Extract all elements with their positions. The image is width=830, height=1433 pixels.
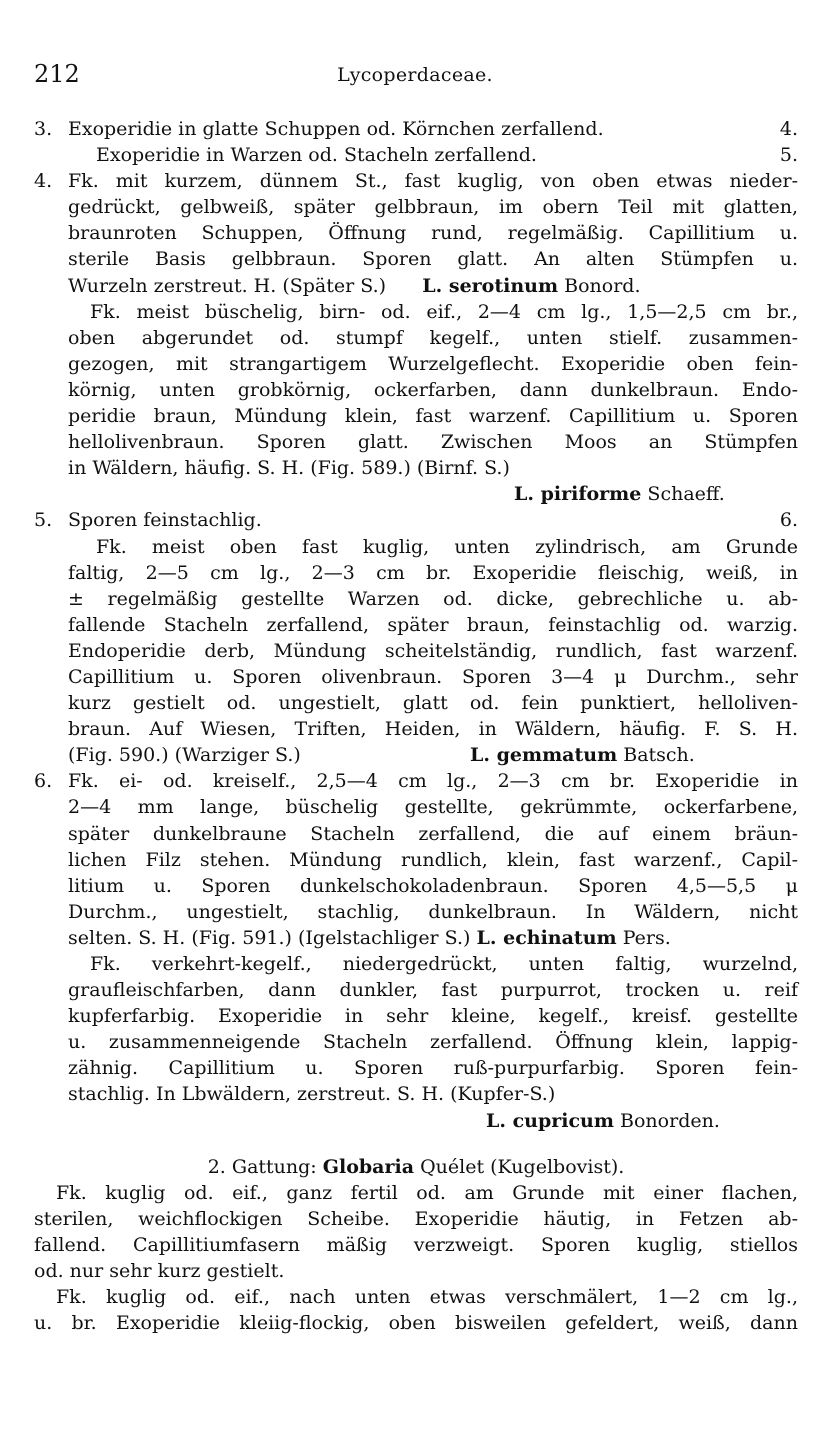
text-line: körnig, unten grobkörnig, ockerfarben, dann dunkelbraun. Endo- [68,378,798,401]
text-line: Durchm., ungestielt, stachlig, dunkelbraun. In Wäldern, nicht [68,900,798,923]
text-line: braunroten Schuppen, Öffnung rund, regelmäßig. Capillitium u. [68,222,798,245]
text-line: Fk. meist oben fast kuglig, unten zylindrisch, am Grunde [96,535,798,558]
text-line: peridie braun, Mündung klein, fast warzenf. Capillitium u. Sporen [68,405,798,428]
text-line: fallend. Capillitiumfasern mäßig verzweigt. Sporen kuglig, stiellos [34,1233,798,1256]
text-line: litium u. Sporen dunkelschokoladenbraun. Sporen 4,5—5,5 μ [68,874,798,897]
text-line: Fk. kuglig od. eif., ganz fertil od. am Grunde mit einer flachen, [56,1181,798,1204]
species-name: L. echinatum [476,926,617,949]
text-line: u. zusammenneigende Stacheln zerfallend. Öffnung klein, lappig- [68,1031,798,1054]
text-line: (Fig. 590.) (Warziger S.) L. gemmatum Batsch. [68,744,695,767]
text-line: Fk. kuglig od. eif., nach unten etwas verschmälert, 1—2 cm lg., [56,1286,798,1309]
text-line: braun. Auf Wiesen, Triften, Heiden, in Wäldern, häufig. F. S. H. [68,718,798,741]
text-line: L. cupricum Bonorden. [486,1109,720,1132]
text-line: in Wäldern, häufig. S. H. (Fig. 589.) (Birnf. S.) [68,457,510,480]
text-line: sterile Basis gelbbraun. Sporen glatt. An alten Stümpfen u. [68,248,798,271]
text-line: fallende Stacheln zerfallend, später braun, feinstachlig od. warzig. [68,613,798,636]
text-line: selten. S. H. (Fig. 591.) (Igelstachliger S.) L. echinatum Pers. [68,926,671,949]
text-line: 3. Exoperidie in glatte Schuppen od. Körnchen zerfallend. 4. [34,118,798,140]
text-line: später dunkelbraune Stacheln zerfallend, die auf einem bräun- [68,822,798,845]
text-line: oben abgerundet od. stumpf kegelf., unten stielf. zusammen- [68,326,798,349]
text-line: Capillitium u. Sporen olivenbraun. Sporen 3—4 μ Durchm., sehr [68,665,798,688]
species-name: L. piriforme [514,483,642,506]
text-line: 5. Sporen feinstachlig. 6. [34,509,798,532]
text-line: lichen Filz stehen. Mündung rundlich, klein, fast warzenf., Capil- [68,848,798,871]
text-line: sterilen, weichflockigen Scheibe. Exoperidie häutig, in Fetzen ab- [34,1207,798,1230]
text-line: Wurzeln zerstreut. H. (Später S.) L. serotinum Bonord. [68,274,641,297]
genus-name: Globaria [322,1155,415,1178]
page-body [34,116,798,1336]
species-name: L. gemmatum [470,744,618,767]
text-line: Exoperidie in Warzen od. Stacheln zerfallend. 5. [96,144,798,167]
page-header [0,58,830,94]
text-line: 4. Fk. mit kurzem, dünnem St., fast kuglig, von oben etwas nieder- [34,170,798,193]
text-line: kurz gestielt od. ungestielt, glatt od. fein punktiert, helloliven- [68,692,798,715]
species-name: L. cupricum [486,1109,614,1132]
text-line: kupferfarbig. Exoperidie in sehr kleine, kegelf., kreisf. gestellte [68,1005,798,1028]
text-line: L. piriforme Schaeff. [514,483,725,506]
text-line: Endoperidie derb, Mündung scheitelständig, rundlich, fast warzenf. [68,639,798,662]
running-head: Lycoperdaceae. [337,64,493,86]
text-line: 2—4 mm lange, büschelig gestellte, gekrümmte, ockerfarbene, [68,796,798,819]
text-line: od. nur sehr kurz gestielt. [34,1260,285,1283]
section-heading: 2. Gattung: Globaria Quélet (Kugelbovist). [207,1155,625,1178]
text-line: stachlig. In Lbwäldern, zerstreut. S. H. (Kupfer-S.) [68,1083,556,1106]
text-line: Fk. verkehrt-kegelf., niedergedrückt, unten faltig, wurzelnd, [90,953,798,975]
text-line: zähnig. Capillitium u. Sporen ruß-purpurfarbig. Sporen fein- [68,1057,798,1080]
text-line: 6. Fk. ei- od. kreiself., 2,5—4 cm lg., 2—3 cm br. Exoperidie in [34,770,798,793]
text-line: gedrückt, gelbweiß, später gelbbraun, im obern Teil mit glatten, [68,196,798,219]
text-line: faltig, 2—5 cm lg., 2—3 cm br. Exoperidie fleischig, weiß, in [68,561,798,584]
text-line: hellolivenbraun. Sporen glatt. Zwischen Moos an Stümpfen [68,431,798,454]
species-name: L. serotinum [422,274,559,297]
text-line: gezogen, mit strangartigem Wurzelgeflecht. Exoperidie oben fein- [68,352,798,375]
text-line: graufleischfarben, dann dunkler, fast purpurrot, trocken u. reif [68,979,798,1002]
text-line: ± regelmäßig gestellte Warzen od. dicke, gebrechliche u. ab- [68,587,798,610]
text-line: Fk. meist büschelig, birn- od. eif., 2—4 cm lg., 1,5—2,5 cm br., [90,300,798,323]
page-number: 212 [34,60,80,88]
text-line: u. br. Exoperidie kleiig-flockig, oben bisweilen gefeldert, weiß, dann [34,1312,798,1335]
